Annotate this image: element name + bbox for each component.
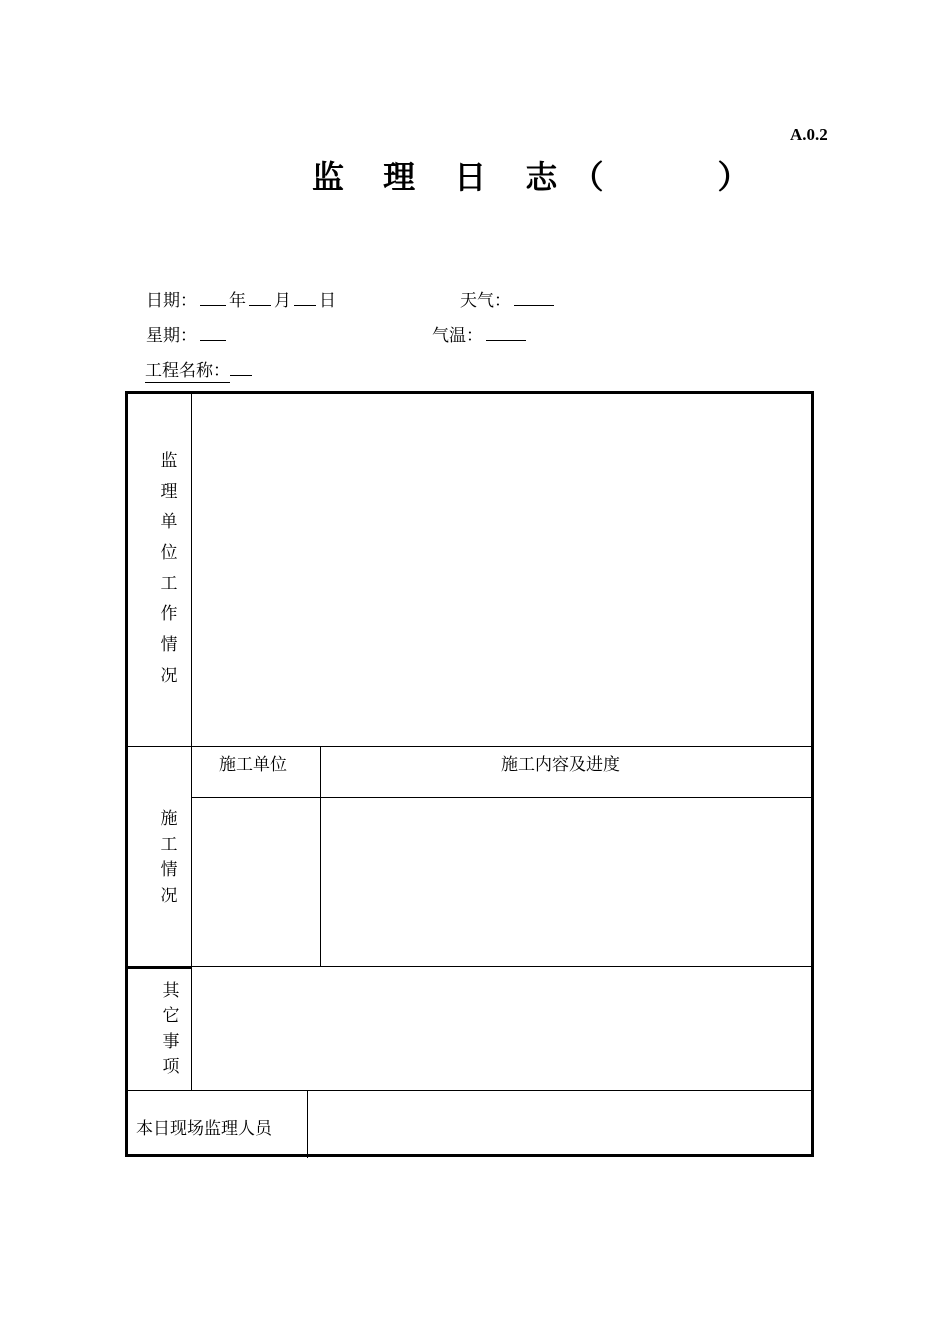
project-name-row — [145, 356, 252, 381]
construction-column-divider — [320, 746, 321, 967]
construction-unit-content[interactable] — [193, 799, 319, 965]
construction-header-divider — [192, 797, 813, 798]
other-matters-char: 事 — [162, 1031, 180, 1052]
section-divider-1 — [128, 746, 813, 747]
construction-progress-content[interactable] — [322, 799, 811, 965]
month-field[interactable] — [249, 288, 271, 306]
label-column-divider — [191, 394, 192, 1090]
weather-label: 天气： — [460, 291, 511, 311]
staff-column-divider — [307, 1091, 308, 1158]
weekday-label: 星期： — [146, 326, 197, 346]
construction-char: 施 — [160, 809, 178, 829]
supervision-work-char: 工 — [160, 573, 178, 594]
title-close-paren: ） — [717, 158, 764, 196]
supervision-work-char: 情 — [160, 635, 178, 656]
form-code: A.0.2 — [790, 125, 828, 144]
temperature-field[interactable] — [486, 323, 526, 341]
supervision-work-char: 理 — [160, 481, 178, 502]
year-label: 年 — [229, 291, 246, 311]
other-matters-char: 其 — [162, 981, 180, 1001]
other-matters-label — [159, 979, 183, 1080]
section-divider-2-thick — [128, 966, 192, 969]
supervision-work-label — [157, 446, 181, 692]
supervision-work-char: 监 — [160, 451, 178, 471]
title-text: 监 理 日 志 — [312, 158, 572, 196]
weather-row — [460, 286, 557, 311]
construction-char: 情 — [160, 860, 178, 880]
supervision-work-char: 单 — [160, 512, 178, 533]
other-matters-char: 它 — [162, 1006, 180, 1027]
project-name-label: 工程名称： — [145, 361, 230, 381]
onsite-staff-content[interactable] — [309, 1092, 811, 1156]
supervision-work-content[interactable] — [193, 395, 811, 745]
construction-content-header: 施工内容及进度 — [501, 755, 620, 775]
other-matters-content[interactable] — [193, 968, 811, 1089]
supervision-work-char: 作 — [160, 604, 178, 625]
page-title — [312, 152, 763, 198]
temperature-row — [432, 321, 529, 346]
year-field[interactable] — [200, 288, 226, 306]
month-label: 月 — [274, 291, 291, 311]
supervision-work-char: 况 — [160, 665, 178, 686]
onsite-staff-label: 本日现场监理人员 — [136, 1119, 272, 1139]
title-open-paren: （ — [571, 158, 618, 196]
construction-bottom-divider — [192, 966, 813, 967]
construction-char: 工 — [160, 834, 178, 855]
supervision-work-char: 位 — [160, 543, 178, 564]
date-label: 日期： — [146, 291, 197, 311]
day-label: 日 — [319, 291, 336, 311]
project-name-field[interactable] — [230, 374, 252, 376]
construction-char: 况 — [160, 885, 178, 906]
section-divider-3 — [128, 1090, 813, 1091]
day-field[interactable] — [294, 288, 316, 306]
temperature-label: 气温： — [432, 326, 483, 346]
weekday-row — [146, 321, 229, 346]
construction-label — [157, 807, 181, 909]
weekday-field[interactable] — [200, 323, 226, 341]
construction-unit-header: 施工单位 — [219, 755, 287, 775]
date-row — [146, 286, 336, 311]
weather-field[interactable] — [514, 288, 554, 306]
other-matters-char: 项 — [162, 1056, 180, 1077]
